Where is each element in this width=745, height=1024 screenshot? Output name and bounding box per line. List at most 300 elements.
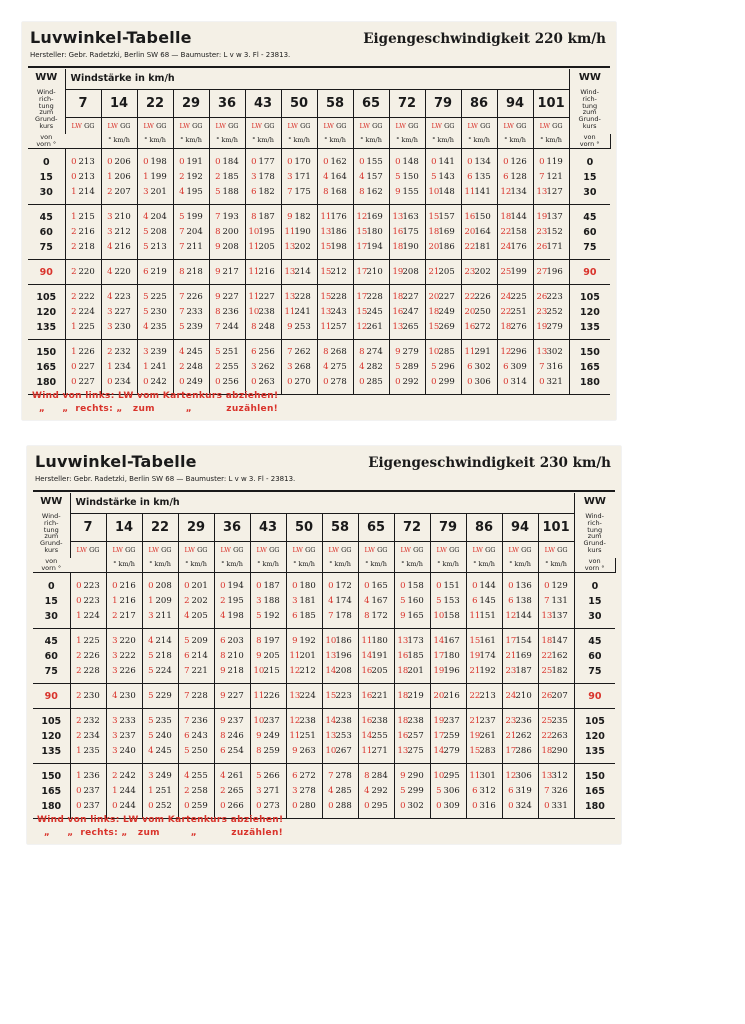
table-cell (101, 240, 137, 255)
lw-value: 10 (248, 307, 260, 318)
lw-value: 1 (71, 212, 77, 223)
gg-value: 206 (114, 157, 131, 168)
wind-speed-36: 36 (209, 89, 245, 118)
table-row (33, 689, 615, 704)
table-cell (178, 799, 214, 814)
lw-value: 6 (184, 731, 190, 742)
gg-value: 210 (366, 267, 383, 278)
gg-value: 250 (474, 307, 491, 318)
lw-value: 0 (472, 801, 478, 812)
lw-gg-header (389, 118, 425, 134)
gg-value: 182 (258, 187, 275, 198)
table-cell (497, 375, 533, 390)
gg-value: 235 (551, 716, 568, 727)
lw-value: 2 (107, 347, 113, 358)
table-cell (533, 345, 569, 360)
gg-value: 238 (335, 716, 352, 727)
direction-value: 135 (36, 321, 57, 333)
spacer-cell (173, 148, 209, 155)
lw-value: 13 (284, 292, 296, 303)
table-cell (65, 170, 101, 185)
lw-value: 3 (256, 786, 262, 797)
table-cell (245, 345, 281, 360)
gg-value: 255 (222, 362, 239, 373)
footer-note-right: „ „ rechts: „ zum „ zuzählen! (37, 828, 284, 838)
spacer-cell (466, 572, 502, 579)
table-cell (281, 305, 317, 320)
gg-label: GG (449, 545, 460, 554)
gg-value: 257 (330, 322, 347, 333)
lw-gg-header (142, 542, 178, 558)
table-cell (533, 155, 569, 170)
table-cell (106, 649, 142, 664)
lw-value: 9 (215, 242, 221, 253)
gg-value: 306 (474, 377, 491, 388)
lw-value: 3 (112, 731, 118, 742)
lw-value: 18 (397, 666, 409, 677)
gg-value: 302 (546, 347, 563, 358)
lw-value: 0 (220, 581, 226, 592)
table-cell (394, 729, 430, 744)
gg-value: 180 (366, 227, 383, 238)
spacer-cell (286, 572, 322, 579)
direction-value: 180 (574, 799, 615, 814)
lw-value: 0 (431, 157, 437, 168)
table-cell (173, 240, 209, 255)
gg-value: 188 (263, 596, 280, 607)
gg-value: 275 (330, 362, 347, 373)
gg-label: GG (516, 121, 527, 130)
lw-value: 15 (469, 746, 481, 757)
table-cell (245, 155, 281, 170)
lw-gg-header (281, 118, 317, 134)
gg-value: 237 (83, 801, 100, 812)
table-cell (317, 185, 353, 200)
group-spacer (33, 572, 615, 579)
lw-value: 0 (287, 377, 293, 388)
table-cell (173, 320, 209, 335)
table-cell (209, 375, 245, 390)
table-cell (538, 744, 574, 759)
lw-value: 1 (148, 596, 154, 607)
gg-value: 169 (438, 227, 455, 238)
gg-value: 228 (83, 666, 100, 677)
lw-value: 1 (71, 322, 77, 333)
table-cell (245, 290, 281, 305)
table-cell (65, 375, 101, 390)
lw-value: 13 (284, 267, 296, 278)
lw-value: 8 (364, 611, 370, 622)
gg-value: 285 (335, 786, 352, 797)
gg-value: 236 (222, 307, 239, 318)
direction-label-line: Wind- (580, 89, 599, 96)
lw-gg-header (358, 542, 394, 558)
gg-value: 299 (407, 786, 424, 797)
lw-value: 0 (431, 377, 437, 388)
gg-value: 259 (191, 801, 208, 812)
table-cell (245, 240, 281, 255)
lw-value: 0 (215, 157, 221, 168)
lw-value: 4 (107, 242, 113, 253)
gg-value: 205 (371, 666, 388, 677)
table-cell (461, 305, 497, 320)
gg-value: 233 (186, 307, 203, 318)
lw-value: 10 (433, 771, 445, 782)
lw-gg-header (173, 118, 209, 134)
lw-value: 15 (469, 636, 481, 647)
lw-gg-header (70, 542, 106, 558)
gg-value: 192 (299, 636, 316, 647)
table-cell (281, 225, 317, 240)
lw-value: 4 (328, 596, 334, 607)
table-cell (70, 799, 106, 814)
lw-value: 5 (400, 596, 406, 607)
unit-label: ° km/h (281, 134, 317, 148)
gg-value: 164 (330, 172, 347, 183)
lw-value: 0 (436, 581, 442, 592)
lw-value: 17 (433, 731, 445, 742)
lw-value: 25 (500, 267, 512, 278)
gg-value: 227 (402, 292, 419, 303)
gg-value: 186 (335, 636, 352, 647)
gg-value: 316 (546, 362, 563, 373)
table-cell (142, 729, 178, 744)
lw-value: 0 (76, 596, 82, 607)
gg-value: 162 (330, 157, 347, 168)
table-cell (430, 649, 466, 664)
gg-value: 195 (258, 227, 275, 238)
table-cell (461, 185, 497, 200)
direction-value: 150 (569, 345, 610, 360)
footer-note-right: „ „ rechts: „ zum „ zuzählen! (32, 404, 279, 414)
gg-value: 240 (119, 746, 136, 757)
lw-value: 18 (397, 716, 409, 727)
gg-value: 210 (515, 691, 532, 702)
gg-value: 215 (78, 212, 95, 223)
lw-value: 5 (148, 651, 154, 662)
direction-label-line: zum (587, 532, 602, 541)
table-cell (461, 265, 497, 280)
table-cell (178, 664, 214, 679)
gg-value: 269 (438, 322, 455, 333)
lw-value: 9 (220, 666, 226, 677)
lw-value: 8 (220, 651, 226, 662)
table-cell (250, 769, 286, 784)
lw-value: 6 (143, 267, 149, 278)
table-cell (466, 744, 502, 759)
lw-value: 7 (184, 716, 190, 727)
lw-value: 0 (539, 157, 545, 168)
table-cell (430, 594, 466, 609)
table-cell (394, 649, 430, 664)
direction-label-line: von (588, 556, 601, 565)
direction-label-line: Grund- (35, 115, 58, 124)
table-cell (173, 265, 209, 280)
direction-value: 120 (574, 729, 615, 744)
spacer-cell (142, 572, 178, 579)
gg-label: GG (336, 121, 347, 130)
gg-value: 227 (438, 292, 455, 303)
lw-label: LW (71, 121, 82, 130)
table-row (33, 714, 615, 729)
wind-speed-14: 14 (101, 89, 137, 118)
table-cell (286, 609, 322, 624)
table-cell (101, 185, 137, 200)
table-cell (466, 579, 502, 594)
lw-value: 4 (107, 267, 113, 278)
table-cell (245, 265, 281, 280)
gg-value: 284 (371, 771, 388, 782)
lw-value: 0 (107, 157, 113, 168)
lw-value: 14 (433, 746, 445, 757)
gg-value: 235 (150, 322, 167, 333)
lw-value: 0 (364, 801, 370, 812)
lw-value: 6 (508, 786, 514, 797)
lw-value: 24 (500, 292, 512, 303)
table-cell (322, 799, 358, 814)
table-cell (430, 729, 466, 744)
lw-value: 3 (107, 307, 113, 318)
gg-value: 272 (299, 771, 316, 782)
table-cell (425, 265, 461, 280)
lw-value: 5 (436, 786, 442, 797)
gg-value: 144 (510, 212, 527, 223)
gg-value: 266 (263, 771, 280, 782)
ww-label-left: WW (35, 72, 58, 83)
lw-value: 2 (71, 307, 77, 318)
gg-value: 180 (299, 581, 316, 592)
lw-value: 3 (251, 362, 257, 373)
lw-gg-header (286, 542, 322, 558)
table-cell (137, 290, 173, 305)
luvwinkel-card-230 (27, 446, 621, 844)
table-cell (353, 155, 389, 170)
table-cell (466, 799, 502, 814)
table-cell (461, 225, 497, 240)
table-cell (214, 744, 250, 759)
lw-value: 5 (148, 691, 154, 702)
direction-value: 165 (574, 784, 615, 799)
spacer-cell (497, 148, 533, 155)
table-cell (137, 320, 173, 335)
table-cell (214, 634, 250, 649)
gg-value: 258 (191, 786, 208, 797)
gg-value: 190 (402, 242, 419, 253)
gg-value: 169 (366, 212, 383, 223)
table-cell (502, 634, 538, 649)
gg-value: 271 (263, 786, 280, 797)
lw-value: 15 (320, 267, 332, 278)
wind-speed-79: 79 (430, 513, 466, 542)
table-cell (502, 744, 538, 759)
table-cell (209, 305, 245, 320)
gg-value: 202 (191, 596, 208, 607)
gg-value: 141 (474, 187, 491, 198)
gg-value: 292 (371, 786, 388, 797)
table-cell (317, 240, 353, 255)
table-cell (317, 225, 353, 240)
gg-value: 214 (155, 636, 172, 647)
table-cell (538, 769, 574, 784)
table-cell (106, 664, 142, 679)
gg-value: 255 (371, 731, 388, 742)
lw-value: 1 (143, 172, 149, 183)
gg-value: 219 (150, 267, 167, 278)
gg-value: 212 (330, 267, 347, 278)
lw-value: 4 (323, 172, 329, 183)
lw-value: 5 (395, 172, 401, 183)
table-cell (353, 210, 389, 225)
table-cell (106, 609, 142, 624)
direction-value: 15 (574, 594, 615, 609)
direction-value: 165 (569, 360, 610, 375)
lw-value: 12 (505, 771, 517, 782)
table-cell (101, 305, 137, 320)
wind-speed-94: 94 (502, 513, 538, 542)
lw-value: 13 (541, 611, 553, 622)
table-cell (178, 729, 214, 744)
table-cell (497, 320, 533, 335)
table-cell (70, 729, 106, 744)
lw-value: 7 (287, 347, 293, 358)
gg-value: 138 (515, 596, 532, 607)
lw-value: 8 (256, 746, 262, 757)
table-row (28, 185, 610, 200)
table-cell (322, 649, 358, 664)
gg-label: GG (192, 121, 203, 130)
gg-value: 182 (551, 666, 568, 677)
table-cell (322, 769, 358, 784)
table-cell (466, 594, 502, 609)
table-cell (178, 769, 214, 784)
lw-value: 4 (359, 172, 365, 183)
lw-value: 1 (107, 172, 113, 183)
gg-value: 242 (150, 377, 167, 388)
gg-value: 227 (258, 292, 275, 303)
table-row (33, 609, 615, 624)
gg-value: 236 (191, 716, 208, 727)
lw-value: 7 (539, 172, 545, 183)
lw-value: 0 (544, 801, 550, 812)
lw-value: 0 (179, 157, 185, 168)
lw-value: 5 (179, 322, 185, 333)
table-cell (389, 360, 425, 375)
lw-value: 0 (179, 377, 185, 388)
table-cell (425, 225, 461, 240)
lw-value: 16 (397, 731, 409, 742)
table-cell (322, 784, 358, 799)
lw-value: 12 (500, 347, 512, 358)
gg-value: 230 (119, 691, 136, 702)
lw-value: 0 (148, 581, 154, 592)
gg-label: GG (552, 121, 563, 130)
table-row (33, 744, 615, 759)
unit-label: ° km/h (317, 134, 353, 148)
gg-value: 263 (258, 377, 275, 388)
unit-label: ° km/h (250, 558, 286, 572)
table-cell (101, 345, 137, 360)
spacer-cell (358, 818, 394, 819)
lw-value: 24 (500, 242, 512, 253)
unit-spacer (70, 558, 106, 572)
table-cell (281, 320, 317, 335)
direction-value: 135 (41, 745, 62, 757)
unit-label: ° km/h (178, 558, 214, 572)
lw-value: 11 (320, 322, 332, 333)
gg-value: 316 (479, 801, 496, 812)
spacer-cell (106, 572, 142, 579)
lw-label: LW (359, 121, 370, 130)
table-cell (425, 210, 461, 225)
gg-value: 288 (335, 801, 352, 812)
gg-value: 243 (330, 307, 347, 318)
table-cell (286, 689, 322, 704)
table-cell (281, 155, 317, 170)
lw-value: 10 (325, 636, 337, 647)
table-cell (137, 240, 173, 255)
gg-value: 273 (263, 801, 280, 812)
lw-value: 20 (464, 227, 476, 238)
table-cell (497, 290, 533, 305)
table-cell (214, 729, 250, 744)
table-row (28, 375, 610, 390)
gg-value: 223 (546, 292, 563, 303)
lw-value: 11 (469, 611, 481, 622)
direction-value: 165 (36, 361, 57, 373)
gg-value: 234 (114, 362, 131, 373)
gg-value: 257 (407, 731, 424, 742)
unit-row (28, 134, 610, 148)
gg-value: 167 (371, 596, 388, 607)
direction-label-line: kurs (44, 546, 59, 555)
lw-value: 4 (220, 771, 226, 782)
lw-value: 9 (292, 746, 298, 757)
gg-value: 237 (119, 731, 136, 742)
lw-value: 6 (184, 651, 190, 662)
gg-value: 135 (474, 172, 491, 183)
lw-value: 3 (112, 716, 118, 727)
table-cell (394, 689, 430, 704)
table-cell (317, 290, 353, 305)
gg-value: 211 (186, 242, 203, 253)
gg-value: 217 (119, 611, 136, 622)
table-cell (353, 185, 389, 200)
table-row (28, 320, 610, 335)
lw-value: 9 (287, 322, 293, 333)
spacer-cell (461, 394, 497, 395)
direction-value: 75 (574, 664, 615, 679)
gg-value: 244 (222, 322, 239, 333)
lw-gg-header (137, 118, 173, 134)
table-cell (137, 225, 173, 240)
table-cell (214, 649, 250, 664)
gg-value: 236 (83, 771, 100, 782)
lw-value: 0 (467, 157, 473, 168)
gg-value: 244 (119, 786, 136, 797)
gg-value: 162 (366, 187, 383, 198)
direction-label-line: von (45, 556, 58, 565)
spacer-cell (28, 148, 65, 155)
gg-value: 187 (263, 581, 280, 592)
lw-value: 3 (112, 666, 118, 677)
direction-label-line: Grund- (40, 539, 63, 548)
table-cell (65, 345, 101, 360)
gg-value: 251 (222, 347, 239, 358)
lw-value: 2 (76, 651, 82, 662)
table-cell (358, 664, 394, 679)
direction-label-line: rich- (582, 94, 597, 103)
gg-value: 265 (402, 322, 419, 333)
